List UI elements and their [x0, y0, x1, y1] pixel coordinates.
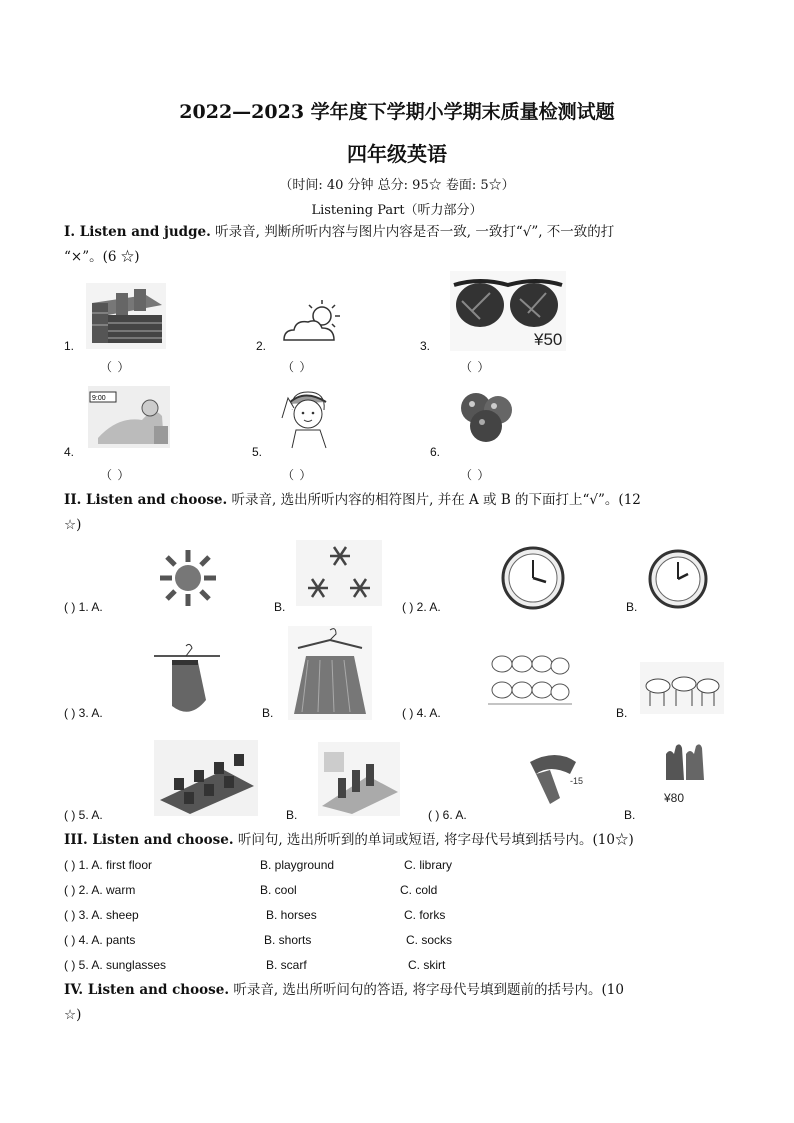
- exam-info: （时间: 40 分钟 总分: 95☆ 卷面: 5☆）: [279, 178, 515, 193]
- answer-blank[interactable]: （ ）: [100, 360, 131, 374]
- question-label: ( ) 4. A.: [402, 706, 441, 720]
- scarf-icon: [520, 748, 590, 808]
- clock-bed-icon: [88, 386, 170, 448]
- tomatoes-icon: [452, 386, 520, 444]
- temperature-tag: -15: [570, 776, 584, 786]
- option-b-label: B.: [624, 808, 636, 822]
- horses-icon: [640, 662, 724, 714]
- sun-icon: [156, 548, 220, 608]
- answer-blank[interactable]: （ ）: [460, 468, 491, 482]
- question-label: ( ) 2. A.: [402, 600, 441, 614]
- section3-instruction: III. Listen and choose. 听问句, 选出所听到的单词或短语, 将字母代号填到括号内。(10☆): [64, 832, 634, 848]
- library-icon: [318, 742, 400, 816]
- option-b-label: B.: [274, 600, 286, 614]
- item-number: 2.: [256, 339, 267, 353]
- item-number: 3.: [420, 339, 431, 353]
- section1-heading: I. Listen and judge.: [64, 224, 211, 240]
- exam-subtitle: 四年级英语: [347, 142, 447, 166]
- exam-title: 2022—2023 学年度下学期小学期末质量检测试题: [179, 101, 615, 123]
- section2-heading: II. Listen and choose.: [64, 492, 228, 508]
- sunglasses-icon: [450, 271, 566, 351]
- answer-blank[interactable]: （ ）: [282, 468, 313, 482]
- question-label: ( ) 5. A.: [64, 808, 103, 822]
- sun-cloud-icon: [280, 296, 346, 344]
- clock-time: 9:00: [92, 395, 106, 402]
- option-b-label: B.: [616, 706, 628, 720]
- item-number: 4.: [64, 445, 75, 459]
- item-number: 1.: [64, 339, 75, 353]
- section1-instruction: I. Listen and judge. 听录音, 判断所听内容与图片内容是否一致, 一致打“√”, 不一致的打 “×”。(6 ☆): [64, 224, 615, 265]
- skirt-icon: [150, 640, 222, 718]
- books-icon: [86, 283, 166, 349]
- answer-blank[interactable]: （ ）: [460, 360, 491, 374]
- snowflakes-icon: [296, 540, 382, 606]
- question-label: ( ) 3. A.: [64, 706, 103, 720]
- clock-icon: [648, 548, 708, 610]
- answer-blank[interactable]: （ ）: [100, 468, 131, 482]
- gloves-icon: [660, 740, 710, 806]
- option-b-label: B.: [626, 600, 638, 614]
- desks-icon: [154, 740, 258, 816]
- clock-icon: [500, 546, 566, 610]
- sheep-icon: [488, 650, 572, 708]
- option-b-label: B.: [262, 706, 274, 720]
- question-label: ( ) 6. A.: [428, 808, 467, 822]
- section4-heading: IV. Listen and choose.: [64, 982, 230, 998]
- boy-washing-icon: [274, 384, 338, 450]
- price-tag: ¥50: [534, 330, 563, 349]
- dress-icon: [288, 626, 372, 720]
- question-label: ( ) 1. A.: [64, 600, 103, 614]
- item-number: 6.: [430, 445, 441, 459]
- listening-part-label: Listening Part（听力部分）: [311, 203, 483, 218]
- section4-instruction: IV. Listen and choose. 听录音, 选出所听问句的答语, 将字母代号填到题前的括号内。(10 ☆): [64, 982, 624, 1023]
- answer-blank[interactable]: （ ）: [282, 360, 313, 374]
- option-b-label: B.: [286, 808, 298, 822]
- section3-heading: III. Listen and choose.: [64, 832, 234, 848]
- section2-instruction: II. Listen and choose. 听录音, 选出所听内容的相符图片, 并在 A 或 B 的下面打上“√”。(12 ☆): [64, 492, 641, 533]
- price-tag: ¥80: [664, 791, 685, 805]
- item-number: 5.: [252, 445, 263, 459]
